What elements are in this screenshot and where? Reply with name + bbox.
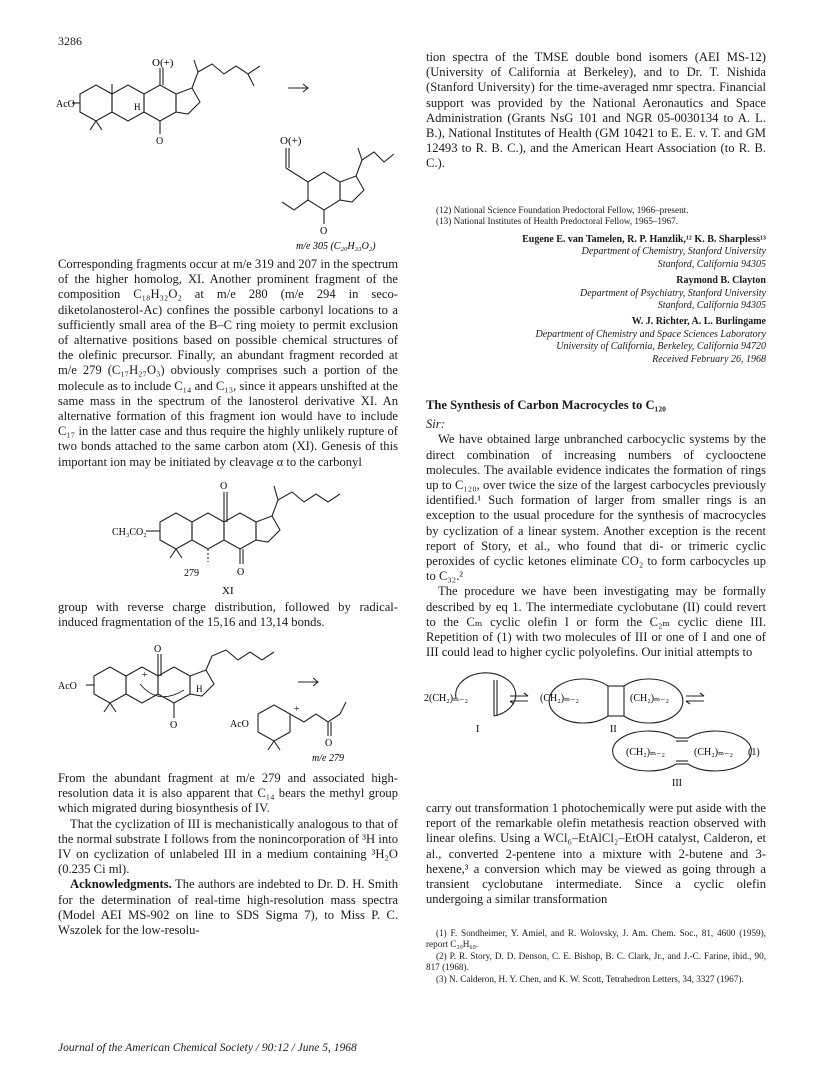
label-xi: XI xyxy=(222,585,234,597)
mass-279: m/e 279 xyxy=(312,753,344,764)
svg-text:(CH₂)ₘ₋₂: (CH₂)ₘ₋₂ xyxy=(630,693,669,704)
o-plus-2: O(+) xyxy=(280,135,302,147)
svg-text:O: O xyxy=(154,644,162,655)
svg-text:AcO: AcO xyxy=(230,719,249,730)
article-title: The Synthesis of Carbon Macrocycles to C₁₂₀ xyxy=(426,398,666,412)
svg-text:(CH₂)ₘ₋₂: (CH₂)ₘ₋₂ xyxy=(626,747,665,758)
left-paragraph-1: Corresponding fragments occur at m/e 319 and 207 in the spectrum of the higher homolog, XI. Another prominent fragment of the composition C₁₈H₃₂O₂ at m/e 280 (m/e 294 in seco-diketolanosterol-Ac) confines the possible carbonyl locations to a sufficiently small area of the B–C ring moiety to permit exclusion of alternative positions based on possible chemical structures of the olefinic precursor. Finally, an abundant fragment recorded at m/e 279 (C₁₇H₂₇O₃) obviously comprises such a portion of the molecule as to include C₁₄ and C₁₃, since it appears unshifted at the same mass in the spectrum of the lanosterol derivative XI. An alternative formation of this fragment ion would have to include C₁₇ in the latter case and thus require the highly unlikely rupture of two bonds attached to the same carbon atom (XI). Genesis of this important ion may be initiated by cleavage α to the carbonyl xyxy=(58,257,398,469)
svg-text:AcO: AcO xyxy=(58,681,77,692)
left-paragraph-3: From the abundant fragment at m/e 279 and associated high-resolution data it is also apparent that C₁₄ bears the methyl group which migrated during biosynthesis of IV. That the cyclization of III is mechanistically analogous to that of the normal substrate I follows from the nonincorporation of ³H into IV on cyclization of unlabeled III in a medium containing ³H₂O (0.235 Ci ml). Acknowledgments. The authors are indebted to Dr. D. H. Smith for the determination of real-time high-resolution mass spectra (Model AEI MS-902 on line to SDS Sigma 7), to Miss P. C. Wszolek for the low-resolu- xyxy=(58,771,399,938)
ref-2: (2) P. R. Story, D. D. Denson, C. E. Bishop, B. C. Clark, Jr., and J.-C. Farine, ibid., 90, 817 (1968). xyxy=(426,950,766,973)
svg-text:I: I xyxy=(476,724,480,735)
page-number: 3286 xyxy=(58,34,82,48)
fragment-279: 279 xyxy=(184,568,199,579)
aco-label: AcO xyxy=(56,99,75,110)
journal-footer: Journal of the American Chemical Society / 90:12 / June 5, 1968 xyxy=(58,1042,357,1054)
h-label: H xyxy=(134,102,141,112)
ref-3: (3) N. Calderon, H. Y. Chen, and K. W. Scott, Tetrahedron Letters, 34, 3327 (1967). xyxy=(436,973,744,984)
svg-text:O: O xyxy=(237,567,245,578)
right-paragraph-4: carry out transformation 1 photochemically were put aside with the report of the remarkable olefin metathesis reaction observed with linear olefins. Using a WCl₆–EtAlCl₂–EtOH catalyst, Calderon, et al., converted 2-pentene into a mixture with 2-butene and 3-hexene,³ a conversion which may be viewed as going through a transient cyclobutane intermediate. Since a cyclic olefin undergoing a similar transformation xyxy=(426,801,766,907)
svg-text:O: O xyxy=(170,720,178,731)
equation-1 xyxy=(426,670,766,790)
svg-text:(1): (1) xyxy=(748,747,760,758)
svg-text:(CH₂)ₘ₋₂: (CH₂)ₘ₋₂ xyxy=(540,693,579,704)
ch3co2-label: CH₃CO₂ xyxy=(112,527,147,538)
svg-text:III: III xyxy=(672,778,682,789)
o-label-2: O xyxy=(320,226,328,237)
ref-1: (1) F. Sondheimer, Y. Amiel, and R. Wolovsky, J. Am. Chem. Soc., 81, 4600 (1959), report C₃₀H₆₀. xyxy=(426,928,766,950)
mass-305: m/e 305 (C₂₀H₃₃O₂) xyxy=(296,241,376,252)
left-paragraph-2: group with reverse charge distribution, followed by radical-induced fragmentation of the 15,16 and 13,14 bonds. xyxy=(58,600,398,630)
ring-c xyxy=(144,85,176,121)
ack-heading: Acknowledgments. xyxy=(70,877,172,892)
svg-text:+: + xyxy=(294,704,300,715)
received-date: Received February 26, 1968 xyxy=(652,353,766,365)
svg-text:+: + xyxy=(142,670,148,681)
fragmentation-scheme-3 xyxy=(58,646,398,764)
product-ring-d xyxy=(340,176,364,202)
ring-d xyxy=(176,88,200,114)
svg-text:II: II xyxy=(610,724,617,735)
ring-a xyxy=(80,85,112,121)
right-paragraph-1: tion spectra of the TMSE double bond isomers (AEI MS-12) (University of California at Berkeley), and to Dr. T. Nishida (Stanford University) for the time-averaged nmr spectra. Financial support was provided by the National Aeronautics and Space Administration (Grants NsG 101 and NGR 05-0030134 to A. L. B.), National Institutes of Health (GM 10421 to E. E. v. T. and GM 12493 to R. B. C.), and the American Heart Association (to R. B. C.). xyxy=(426,50,766,171)
structure-xi xyxy=(112,478,350,598)
svg-text:O: O xyxy=(325,738,333,749)
fragmentation-scheme-1 xyxy=(58,52,398,252)
author-block: Eugene E. van Tamelen, R. P. Hanzlik,¹² K. B. Sharpless¹³ Department of Chemistry, Stanford University Stanford, California 94305 Raymond B. Clayton Department of Psychiatry, Stanford University Stanford, California 94305 W. J. Richter, A. L. Burlingame Department of Chemistry and Space Sciences Laboratory University of California, Berkeley, California 94720 Received February 26, 1968 xyxy=(426,234,766,366)
svg-text:(CH₂)ₘ₋₂: (CH₂)ₘ₋₂ xyxy=(694,747,733,758)
svg-text:2(CH₂)ₘ₋₂: 2(CH₂)ₘ₋₂ xyxy=(424,693,468,704)
ack-body: The authors are indebted to Dr. D. H. Smith for the determination of real-time high-resolution mass spectra (Model AEI MS-902 on line to SDS Sigma 7), to Miss P. C. Wszolek for the low-resolu- xyxy=(58,877,399,938)
o-plus-1: O(+) xyxy=(152,57,174,69)
article-title-block: The Synthesis of Carbon Macrocycles to C₁₂₀ Sir: We have obtained large unbranched carbocyclic systems by the direct combination of increasing numbers of cyclooctene molecules. The available evidence indicates the formation of rings up to C₁₂₀, over twice the size of the largest carbocycles previously identified.¹ Such formation of larger from smaller rings is an exception to the usual procedure for the synthesis of macrocycles by cyclization of a linear system. Another exception is the recent report of Story, et al., who found that di- or trimeric cyclic peroxides of cyclic ketones eliminate CO₂ to form carbocycles up to C₃₂.² The procedure we have been investigating may be formally described by eq 1. The intermediate cyclobutane (II) could revert to the Cₘ cyclic olefin I or form the C₂ₘ cyclic diene III. Repetition of (1) with two molecules of III or one of I and one of III could lead to higher cyclic polyolefins. Our initial attempts to xyxy=(426,398,766,660)
salutation: Sir: xyxy=(426,417,445,432)
footnotes-12-13: (12) National Science Foundation Predoctoral Fellow, 1966–present. (13) National Institutes of Health Predoctoral Fellow, 1965–1967. xyxy=(436,205,689,227)
references xyxy=(426,928,766,985)
product-ring xyxy=(308,172,340,210)
svg-text:O: O xyxy=(220,481,228,492)
o-label: O xyxy=(156,136,164,147)
svg-text:H: H xyxy=(196,684,203,694)
